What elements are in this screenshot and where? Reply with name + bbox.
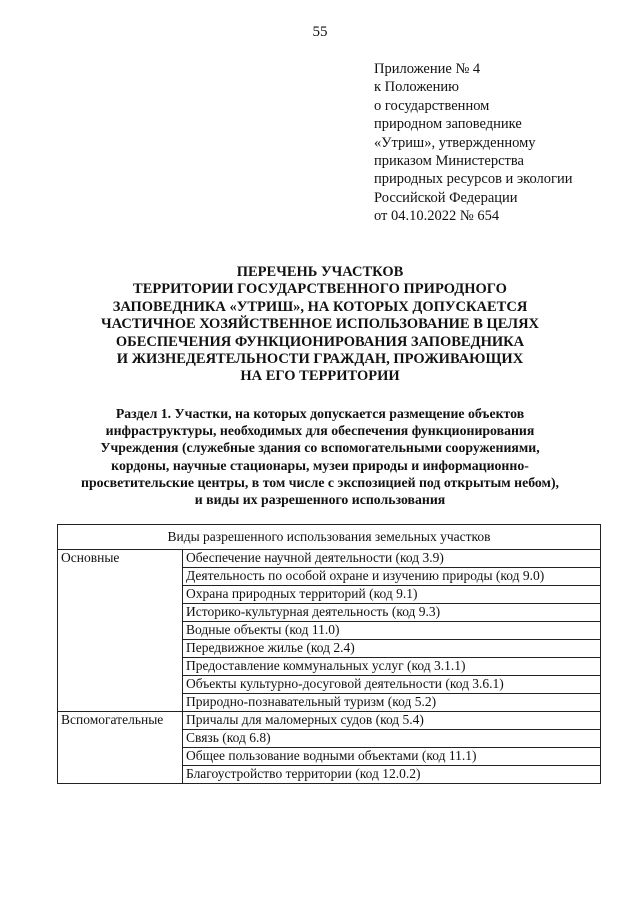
document-title — [60, 264, 580, 386]
use-item: Деятельность по особой охране и изучению природы (код 9.0) — [183, 568, 601, 586]
use-item: Охрана природных территорий (код 9.1) — [183, 586, 601, 604]
appendix-block — [374, 60, 634, 226]
table-row — [58, 550, 601, 568]
use-item: Передвижное жилье (код 2.4) — [183, 640, 601, 658]
appendix-line: от 04.10.2022 № 654 — [374, 208, 500, 225]
appendix-line: к Положению — [374, 79, 459, 96]
use-item: Водные объекты (код 11.0) — [183, 622, 601, 640]
title-line: НА ЕГО ТЕРРИТОРИИ — [240, 368, 400, 385]
title-line: И ЖИЗНЕДЕЯТЕЛЬНОСТИ ГРАЖДАН, ПРОЖИВАЮЩИХ — [116, 351, 524, 368]
section-line: Учреждения (служебные здания со вспомогательными сооружениями, — [100, 440, 540, 456]
appendix-line: Приложение № 4 — [374, 61, 481, 77]
title-line: ТЕРРИТОРИИ ГОСУДАРСТВЕННОГО ПРИРОДНОГО — [133, 281, 507, 298]
use-item: Историко-культурная деятельность (код 9.3) — [183, 604, 601, 622]
use-item: Предоставление коммунальных услуг (код 3.1.1) — [183, 658, 601, 676]
use-item: Причалы для маломерных судов (код 5.4) — [183, 712, 601, 730]
table-header: Виды разрешенного использования земельных участков — [58, 525, 601, 550]
use-item: Обеспечение научной деятельности (код 3.9) — [183, 550, 601, 568]
appendix-line: природных ресурсов и экологии — [374, 171, 573, 188]
appendix-line: Российской Федерации — [374, 189, 518, 206]
section-heading — [40, 405, 600, 508]
appendix-line: приказом Министерства — [374, 153, 524, 170]
title-line: ПЕРЕЧЕНЬ УЧАСТКОВ — [236, 264, 404, 280]
title-line: ОБЕСПЕЧЕНИЯ ФУНКЦИОНИРОВАНИЯ ЗАПОВЕДНИКА — [115, 333, 525, 350]
use-item: Связь (код 6.8) — [183, 730, 601, 748]
use-item: Благоустройство территории (код 12.0.2) — [183, 766, 601, 784]
table-header-row — [58, 525, 601, 550]
category-main: Основные — [58, 550, 183, 712]
section-line: кордоны, научные стационары, музеи природы и информационно- — [111, 457, 529, 473]
section-line: инфраструктуры, необходимых для обеспечения функционирования — [105, 423, 535, 439]
section-line: просветительские центры, в том числе с экспозицией под открытым небом), — [81, 474, 559, 490]
section-line: и виды их разрешенного использования — [194, 492, 446, 508]
use-item: Объекты культурно-досуговой деятельности (код 3.6.1) — [183, 676, 601, 694]
use-item: Природно-познавательный туризм (код 5.2) — [183, 694, 601, 712]
category-auxiliary: Вспомогательные — [58, 712, 183, 784]
title-line: ЗАПОВЕДНИКА «УТРИШ», НА КОТОРЫХ ДОПУСКАЕТСЯ — [112, 298, 528, 315]
land-use-table — [57, 524, 601, 784]
title-line: ЧАСТИЧНОЕ ХОЗЯЙСТВЕННОЕ ИСПОЛЬЗОВАНИЕ В ЦЕЛЯХ — [100, 316, 540, 333]
appendix-line: природном заповеднике — [374, 116, 522, 133]
appendix-line: о государственном — [374, 97, 490, 114]
table-row — [58, 712, 601, 730]
appendix-line: «Утриш», утвержденному — [374, 134, 536, 151]
section-line: Раздел 1. Участки, на которых допускается размещение объектов — [115, 406, 525, 421]
page-number: 55 — [312, 24, 328, 40]
use-item: Общее пользование водными объектами (код 11.1) — [183, 748, 601, 766]
